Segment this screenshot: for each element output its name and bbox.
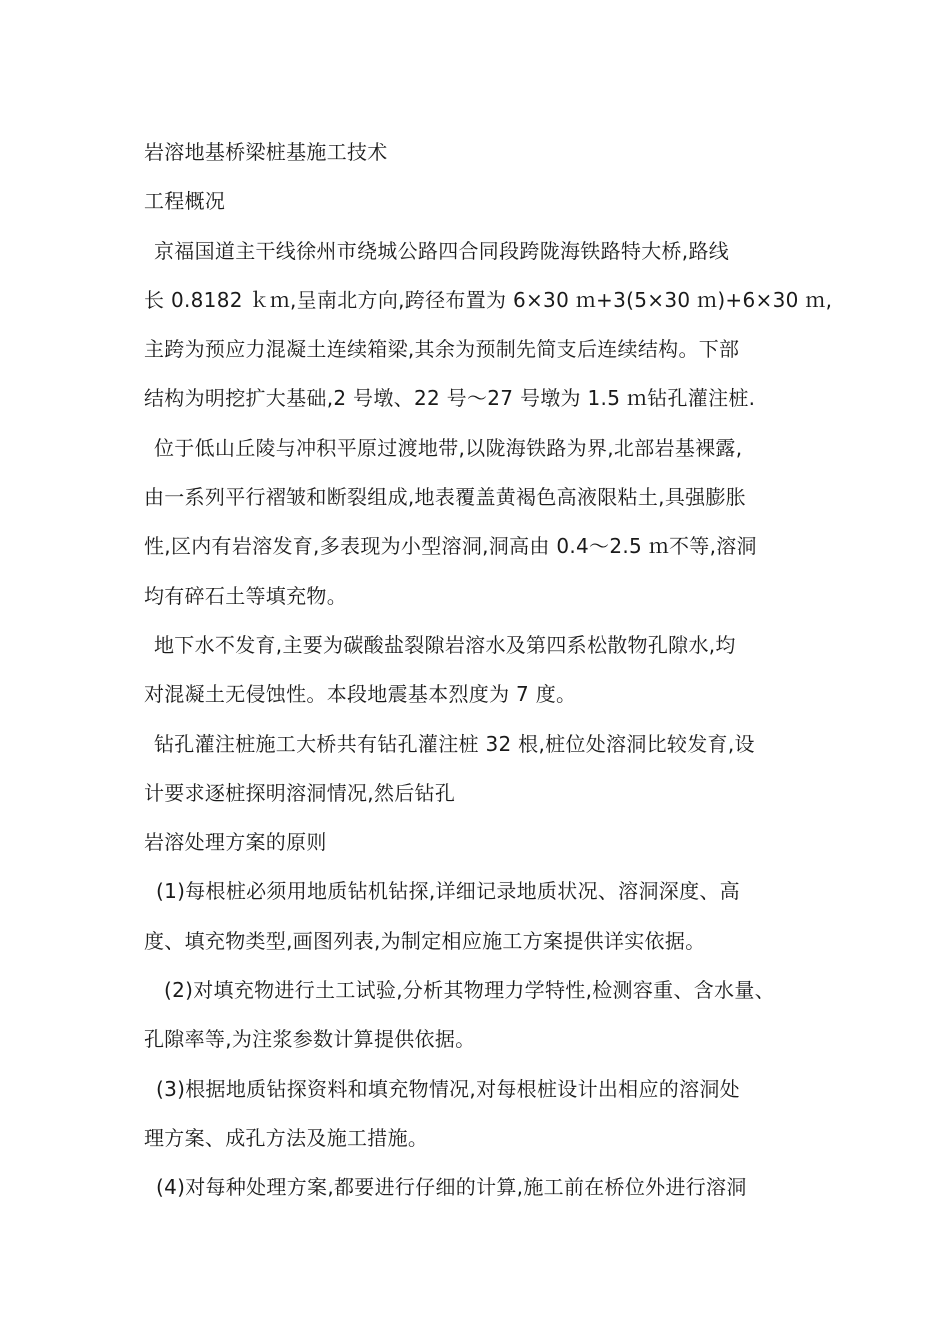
paragraph-line: 性,区内有岩溶发育,多表现为小型溶洞,洞高由 0.4～2.5 ｍ不等,溶洞 [144,534,757,559]
list-item-line: 度、填充物类型,画图列表,为制定相应施工方案提供详实依据。 [144,928,706,953]
section-heading-overview: 工程概况 [144,189,226,214]
paragraph-line: 钻孔灌注桩施工大桥共有钻孔灌注桩 32 根,桩位处溶洞比较发育,设 [154,731,755,756]
paragraph-line: 位于低山丘陵与冲积平原过渡地带,以陇海铁路为界,北部岩基裸露, [154,435,743,460]
list-item-line: 孔隙率等,为注浆参数计算提供依据。 [144,1027,476,1052]
paragraph-line: 地下水不发育,主要为碳酸盐裂隙岩溶水及第四系松散物孔隙水,均 [154,632,736,657]
list-item-line: (3)根据地质钻探资料和填充物情况,对每根桩设计出相应的溶洞处 [156,1076,740,1101]
paragraph-line: 长 0.8182 ｋｍ,呈南北方向,跨径布置为 6×30 ｍ+3(5×30 ｍ)+6×30 ｍ, [144,287,833,312]
paragraph-line: 均有碎石土等填充物。 [144,583,347,608]
list-item-line: 理方案、成孔方法及施工措施。 [144,1125,429,1150]
paragraph-line: 计要求逐桩探明溶洞情况,然后钻孔 [144,780,456,805]
paragraph-line: 主跨为预应力混凝土连续箱梁,其余为预制先简支后连续结构。下部 [144,337,740,362]
paragraph-line: 京福国道主干线徐州市绕城公路四合同段跨陇海铁路特大桥,路线 [154,238,730,263]
paragraph-line: 由一系列平行褶皱和断裂组成,地表覆盖黄褐色高液限粘土,具强膨胀 [144,485,747,510]
list-item-line: (4)对每种处理方案,都要进行仔细的计算,施工前在桥位外进行溶洞 [156,1175,747,1200]
list-item-line: (2)对填充物进行土工试验,分析其物理力学特性,检测容重、含水量、 [164,978,775,1003]
section-heading-principles: 岩溶处理方案的原则 [144,830,327,855]
paragraph-line: 结构为明挖扩大基础,2 号墩、22 号～27 号墩为 1.5 ｍ钻孔灌注桩. [144,386,756,411]
list-item-line: (1)每根桩必须用地质钻机钻探,详细记录地质状况、溶洞深度、高 [156,879,740,904]
document-title: 岩溶地基桥梁桩基施工技术 [144,140,388,164]
document-body [144,128,833,1213]
paragraph-line: 对混凝土无侵蚀性。本段地震基本烈度为 7 度。 [144,682,577,707]
